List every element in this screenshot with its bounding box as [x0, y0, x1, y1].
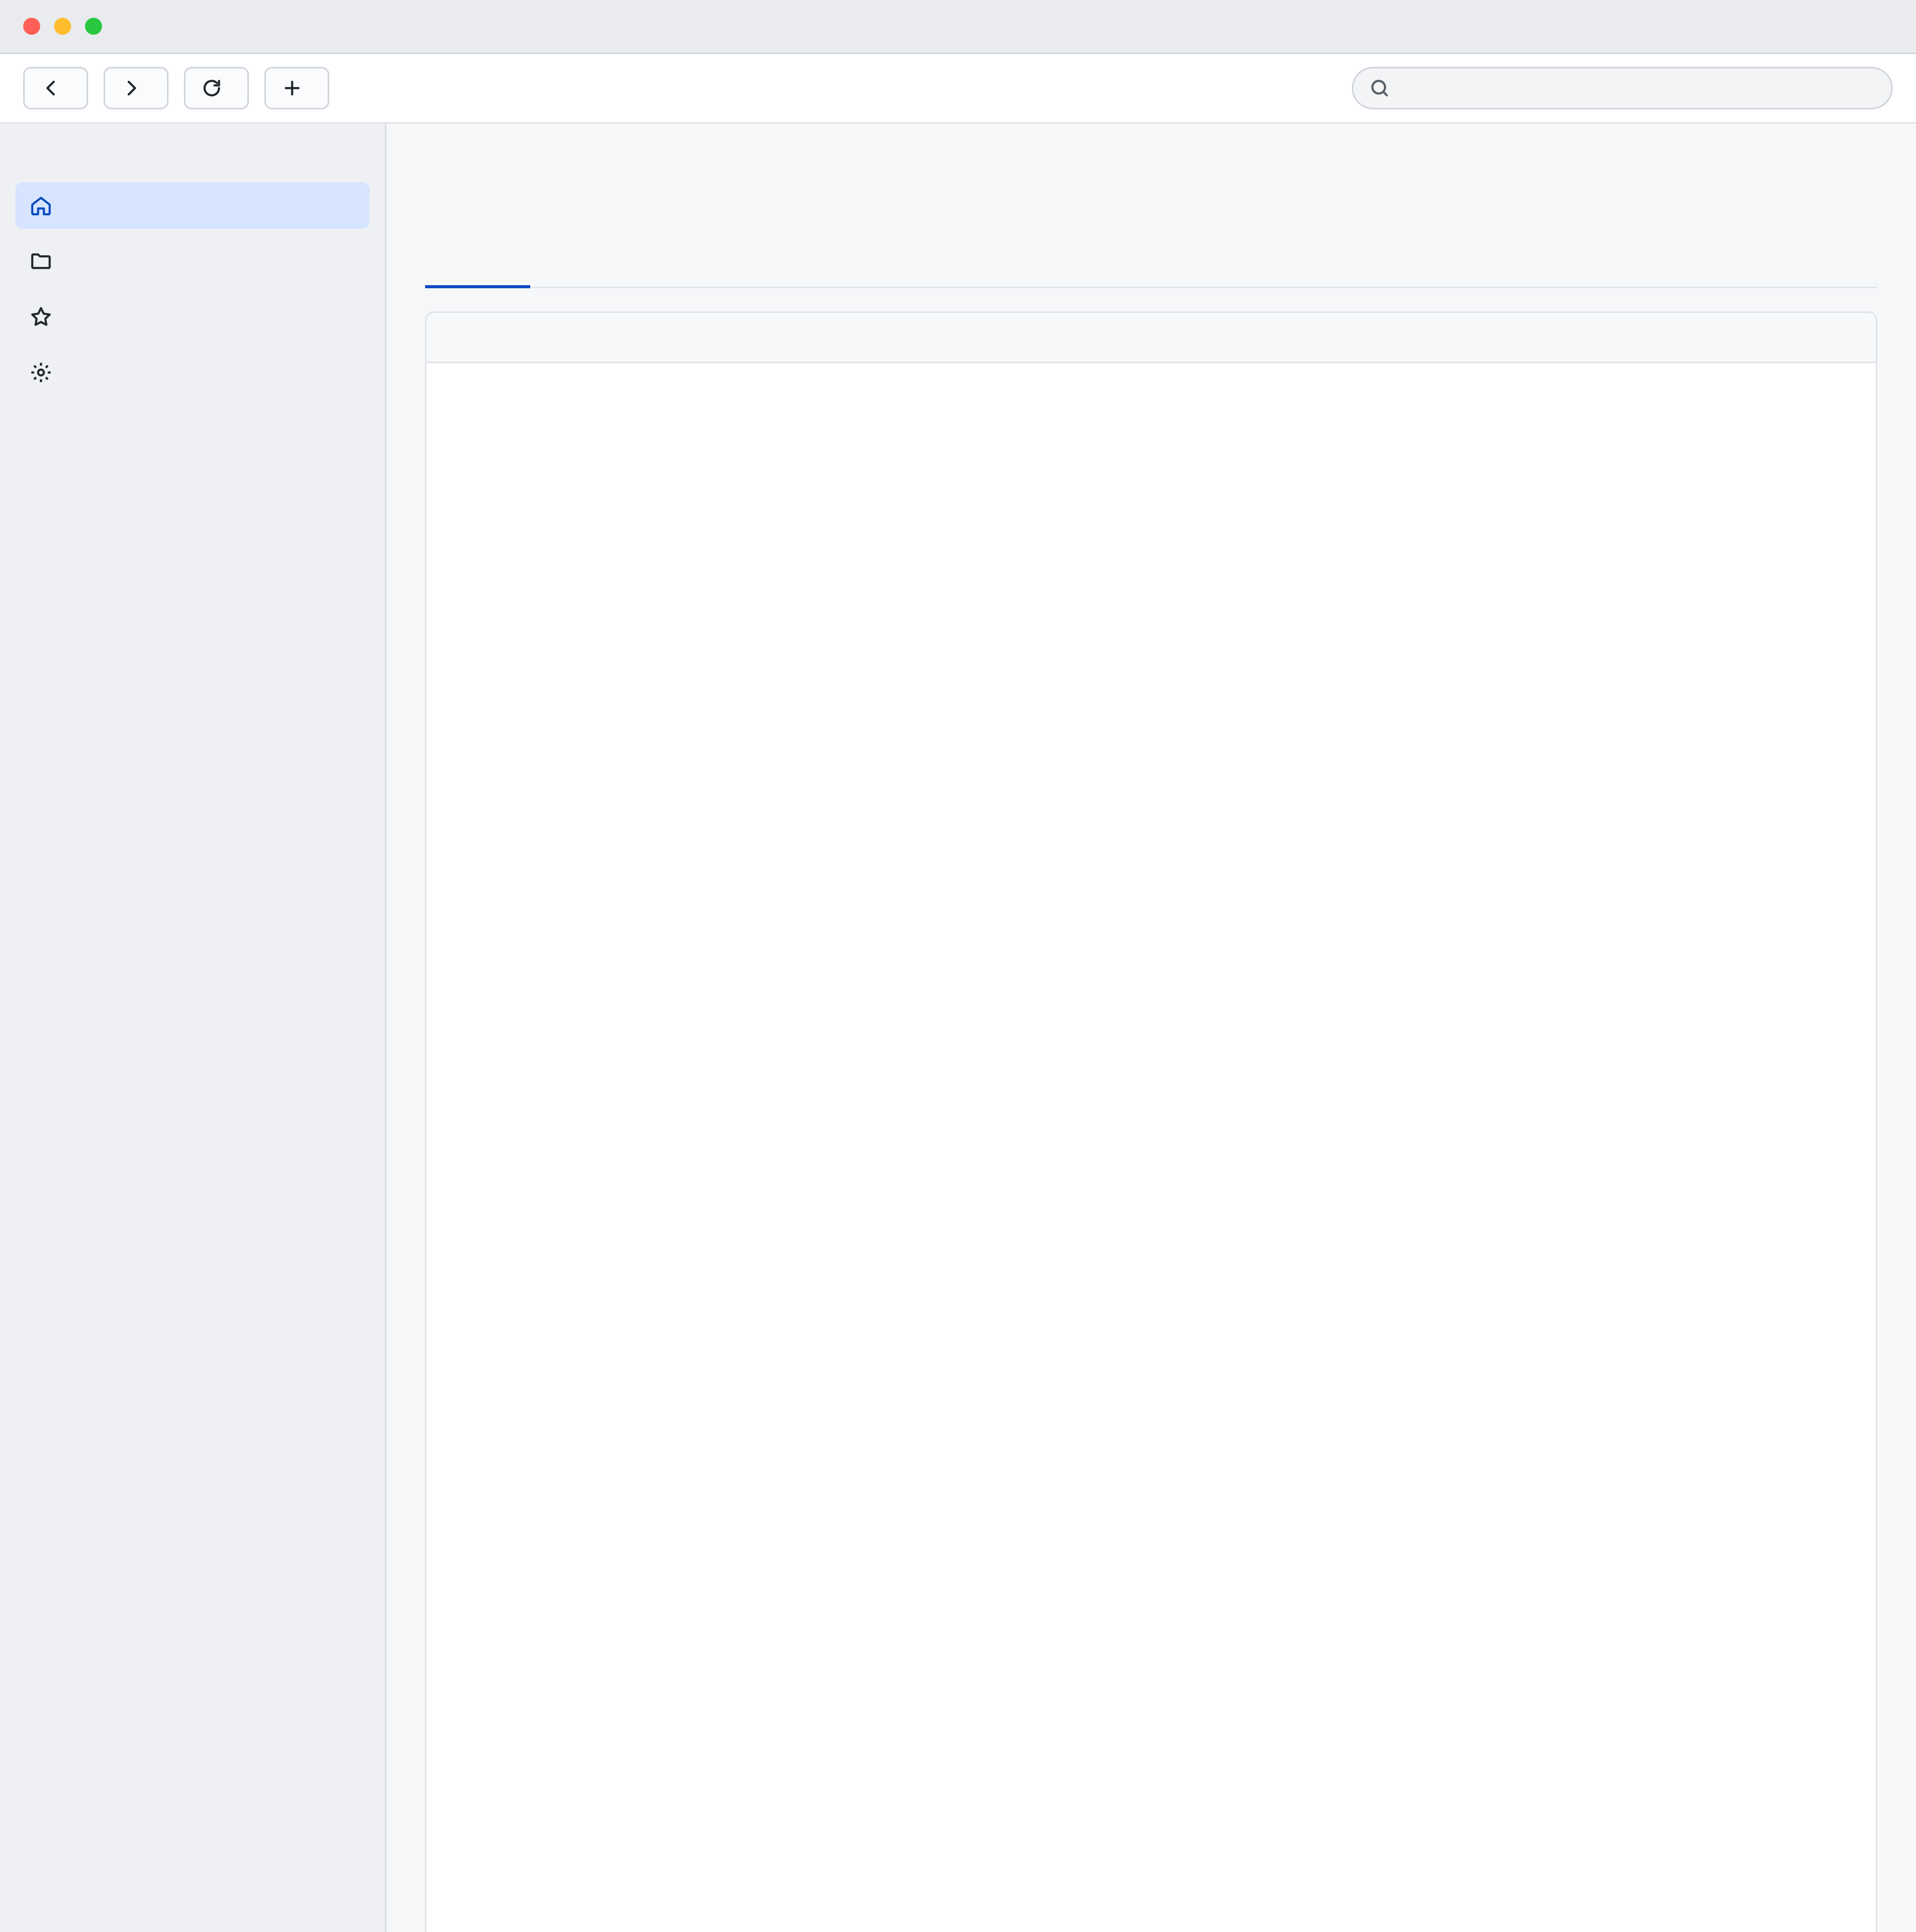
refresh-button[interactable]	[184, 67, 249, 109]
toolbar	[0, 54, 1916, 124]
page-title	[425, 196, 1877, 239]
plus-icon	[281, 77, 303, 99]
tab-3[interactable]	[651, 262, 756, 288]
breadcrumb	[425, 155, 1877, 173]
sidebar-item-4[interactable]	[15, 349, 369, 396]
search-icon	[1369, 77, 1390, 99]
minimize-window-button[interactable]	[54, 18, 71, 35]
table-header	[427, 313, 1876, 363]
data-table	[425, 311, 1877, 1932]
arrow-right-icon	[121, 77, 142, 99]
main-panel	[386, 124, 1916, 1932]
close-window-button[interactable]	[23, 18, 40, 35]
title-bar	[0, 0, 1916, 54]
search-input[interactable]	[1401, 78, 1876, 98]
gear-icon	[29, 361, 53, 384]
content-area	[0, 124, 1916, 1932]
sidebar-item-2[interactable]	[15, 238, 369, 284]
tab-1[interactable]	[425, 262, 530, 288]
star-icon	[29, 305, 53, 328]
refresh-icon	[201, 77, 223, 99]
window-controls	[23, 18, 102, 35]
new-button[interactable]	[264, 67, 329, 109]
sidebar-item-3[interactable]	[15, 294, 369, 340]
forward-button[interactable]	[104, 67, 168, 109]
sidebar-heading	[23, 147, 369, 165]
search-box	[1352, 67, 1893, 109]
folder-icon	[29, 250, 53, 273]
empty-state-text	[427, 363, 1876, 448]
maximize-window-button[interactable]	[85, 18, 102, 35]
tab-2[interactable]	[538, 262, 643, 288]
sidebar	[0, 124, 386, 1932]
back-button[interactable]	[23, 67, 88, 109]
arrow-left-icon	[40, 77, 62, 99]
tab-bar	[425, 262, 1877, 288]
home-icon	[29, 194, 53, 217]
sidebar-item-1[interactable]	[15, 182, 369, 229]
